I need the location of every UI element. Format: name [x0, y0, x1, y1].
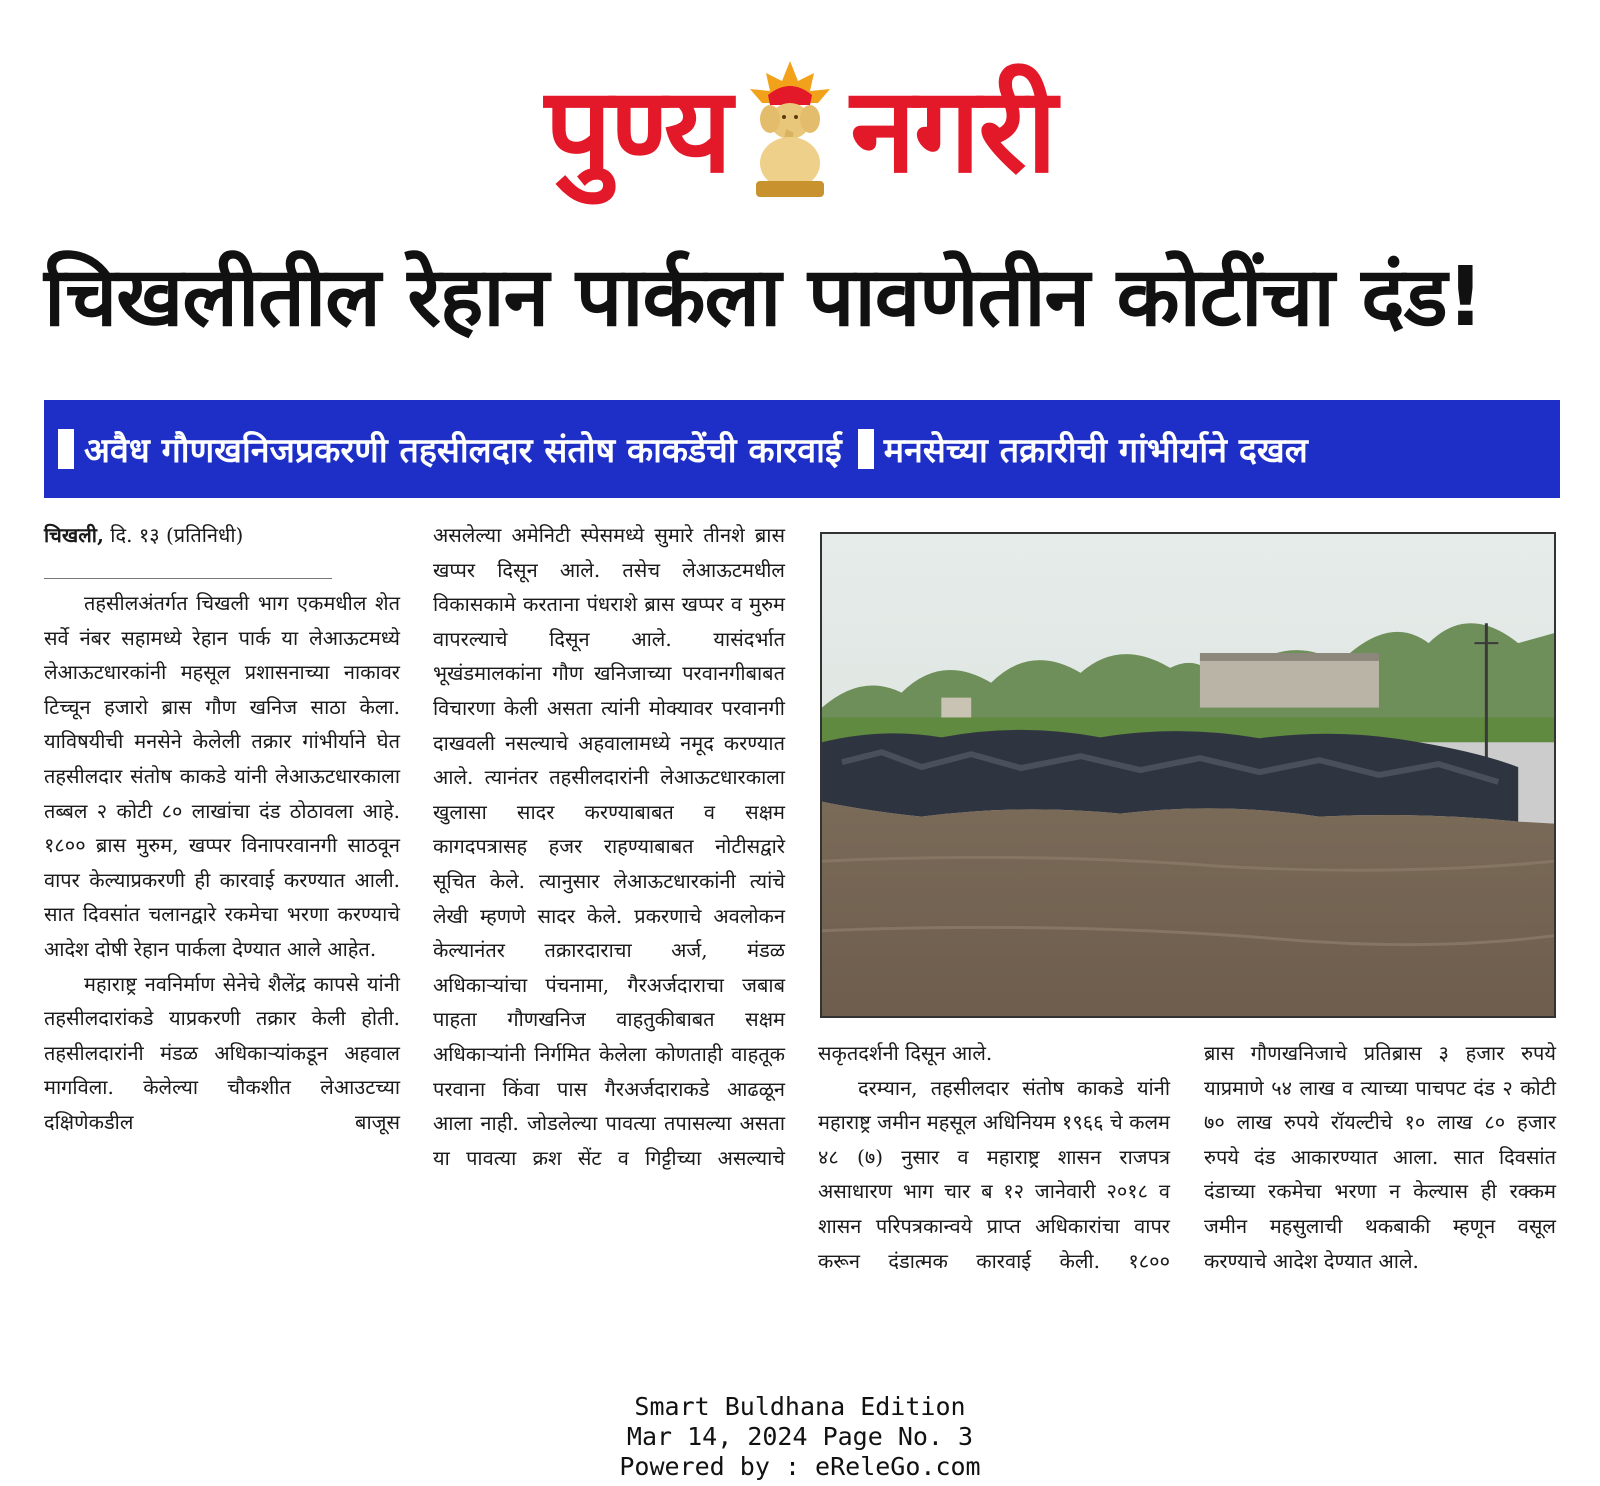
masthead-title-right: नगरी	[850, 61, 1056, 199]
paragraph: ब्रास गौणखनिजाचे प्रतिब्रास ३ हजार रुपये याप्रमाणे ५४ लाख व त्याच्या पाचपट दंड २ कोटी ७० लाख रुपये रॉयल्टीचे १० लाख ८० हजार रुपये दंड आकारण्यात आला. सात दिवसांत दंडाच्या रकमेचा भरणा न केल्यास ही रक्कम जमीन महसुलाची थकबाकी म्हणून वसूल करण्याचे आदेश देण्यात आले.	[1204, 1041, 1556, 1273]
square-bullet-icon	[858, 429, 874, 469]
paragraph: दरम्यान, तहसीलदार संतोष काकडे यांनी महाराष्ट्र जमीन महसूल अधिनियम १९६६ चे कलम ४८ (७) नुसार व महाराष्ट्र शासन राजपत्र असाधारण भाग चार ब १२ जानेवारी २०१८ व शासन परिपत्रकान्वये प्राप्त अधिकारांचा वापर करून दंडात्मक कारवाई केली. १८००	[818, 1075, 1171, 1273]
subheading-bar	[44, 400, 1560, 498]
dateline-rest: दि. १३ (प्रतिनिधी)	[103, 523, 244, 547]
article-column-3	[818, 1036, 1170, 1278]
ganesha-emblem-icon	[740, 55, 840, 205]
article-headline: चिखलीतील रेहान पार्कला पावणेतीन कोटींचा दंड!	[44, 250, 1484, 345]
paragraph: सकृतदर्शनी दिसून आले.	[818, 1041, 993, 1065]
dateline	[44, 520, 364, 550]
paragraph: तहसीलअंतर्गत चिखली भाग एकमधील शेत सर्वे नंबर सहामध्ये रेहान पार्क या लेआऊटमध्ये लेआऊटधारकांनी महसूल प्रशासनाच्या नाकावर टिच्चून हजारो ब्रास गौण खनिज साठा केला. याविषयीची मनसेने केलेली तक्रार गांभीर्याने घेत तहसीलदार संतोष काकडे यांनी लेआऊटधारकाला तब्बल २ कोटी ८० लाखांचा दंड ठोठावला आहे. १८०० ब्रास मुरुम, खप्पर विनापरवानगी साठवून वापर केल्याप्रकरणी ही कारवाई करण्यात आली. सात दिवसांत चलानद्वारे रकमेचा भरणा करण्याचे आदेश दोषी रेहान पार्कला देण्यात आले आहेत.	[44, 591, 400, 961]
footer-date-page: Mar 14, 2024 Page No. 3	[626, 1422, 974, 1451]
footer-edition: Smart Buldhana Edition	[634, 1392, 966, 1421]
article-photo	[820, 532, 1556, 1018]
article-column-4	[1204, 1036, 1556, 1278]
article-column-1	[44, 586, 400, 1140]
edition-footer	[0, 1392, 1600, 1482]
masthead	[0, 40, 1600, 220]
land-with-rock-heap-photo-icon	[822, 534, 1554, 1016]
masthead-title-left: पुण्य	[544, 61, 731, 199]
subheading-2: मनसेच्या तक्रारीची गांभीर्याने दखल	[883, 431, 1308, 471]
paragraph: असलेल्या अमेनिटी स्पेसमध्ये सुमारे तीनशे ब्रास खप्पर दिसून आले. तसेच लेआऊटमधील विकासकामे करताना पंधराशे ब्रास खप्पर व मुरुम वापरल्याचे दिसून आले. यासंदर्भात भूखंडमालकांना गौण खनिजाच्या परवानगीबाबत विचारणा केली असता त्यांनी मोक्यावर परवानगी दाखवली नसल्याचे अहवालामध्ये नमूद करण्यात आले. त्यानंतर तहसीलदारांनी लेआऊटधारकाला खुलासा सादर करण्याबाबत व सक्षम कागदपत्रासह हजर राहण्याबाबत नोटीसद्वारे सूचित केले. त्यानुसार लेआऊटधारकांनी त्यांचे लेखी म्हणणे सादर केले. प्रकरणाचे अवलोकन केल्यानंतर तक्रारदाराचा अर्ज, मंडळ अधिकाऱ्यांचा पंचनामा, गैरअर्जदाराचा जबाब पाहता गौणखनिज वाहतुकीबाबत सक्षम अधिकाऱ्यांनी निर्गमित केलेला कोणताही वाहतूक परवाना किंवा पास गैरअर्जदाराकडे आढळून आला नाही. जोडलेल्या पावत्या तपासल्या असता या पावत्या क्रश सेंट व गिट्टीच्या असल्याचे	[433, 523, 785, 1170]
footer-powered-by: Powered by : eReleGo.com	[619, 1452, 981, 1481]
article-column-2	[433, 518, 785, 1175]
paragraph: महाराष्ट्र नवनिर्माण सेनेचे शैलेंद्र कापसे यांनी तहसीलदारांकडे याप्रकरणी तक्रार केली होती. तहसीलदारांनी मंडळ अधिकाऱ्यांकडून अहवाल मागविला. केलेल्या चौकशीत लेआउटच्या दक्षिणेकडील बाजूस	[44, 971, 400, 1134]
dateline-divider	[44, 578, 332, 579]
dateline-place: चिखली,	[44, 523, 104, 547]
square-bullet-icon	[58, 429, 74, 469]
subheading-1: अवैध गौणखनिजप्रकरणी तहसीलदार संतोष काकडेंची कारवाई	[84, 431, 842, 471]
